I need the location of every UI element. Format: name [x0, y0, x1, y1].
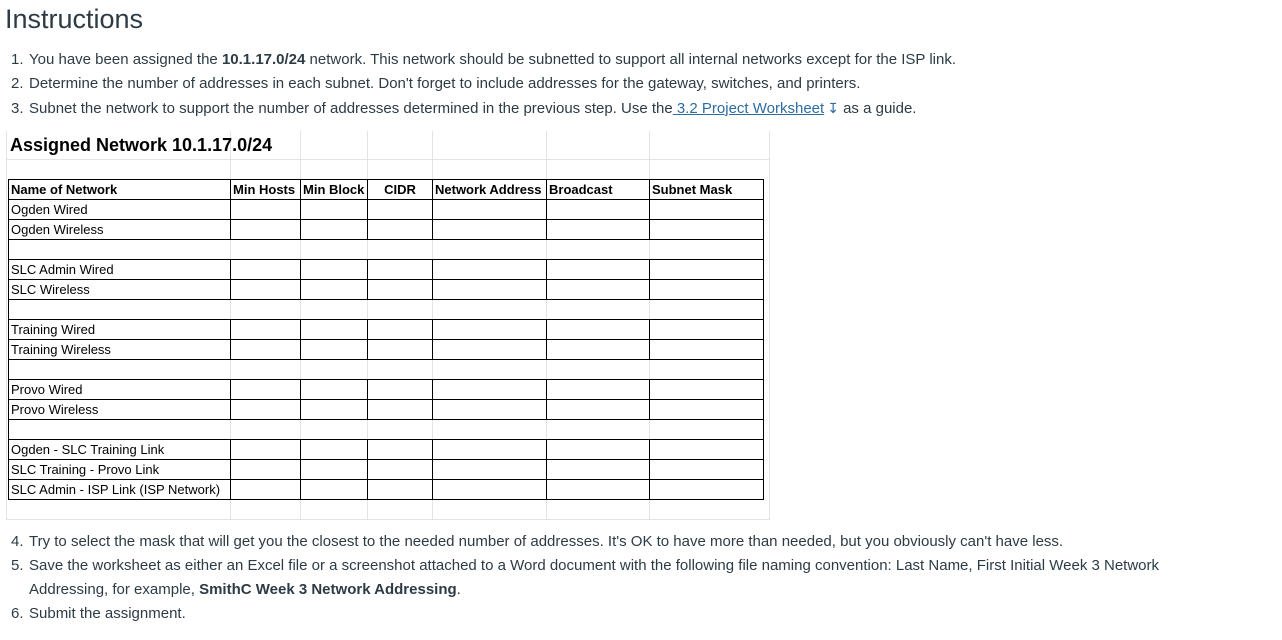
- value-cell: [368, 400, 433, 420]
- value-cell: [433, 200, 547, 220]
- network-name-cell: SLC Admin - ISP Link (ISP Network): [9, 480, 231, 500]
- network-name-cell: Training Wireless: [9, 340, 231, 360]
- col-cidr: CIDR: [368, 180, 433, 200]
- table-row: [9, 440, 764, 460]
- value-cell: [368, 440, 433, 460]
- step-5: 5. Save the worksheet as either an Excel file or a screenshot attached to a Word document with the following file naming convention: Last Name, First Initial Week 3 Network Addressing, for example, SmithC Week 3 Network Addressing.: [11, 557, 1160, 598]
- value-cell: [301, 380, 368, 400]
- grid-line: [6, 519, 770, 520]
- table-row: [9, 320, 764, 340]
- value-cell: [433, 280, 547, 300]
- value-cell: [650, 320, 764, 340]
- step-1: 1. You have been assigned the 10.1.17.0/24 network. This network should be subnetted to support all internal networks except for the ISP link.: [11, 51, 957, 68]
- value-cell: [547, 200, 650, 220]
- value-cell: [650, 280, 764, 300]
- value-cell: [650, 340, 764, 360]
- value-cell: [433, 260, 547, 280]
- step-4: 4. Try to select the mask that will get you the closest to the needed number of addresses. It's OK to have more than needed, but you obviously can't have less.: [11, 533, 1064, 550]
- value-cell: [231, 460, 301, 480]
- blank-row: [9, 420, 764, 440]
- value-cell: [231, 380, 301, 400]
- instruction-list-top: [11, 48, 1271, 121]
- value-cell: [547, 280, 650, 300]
- value-cell: [231, 280, 301, 300]
- value-cell: [433, 320, 547, 340]
- value-cell: [231, 220, 301, 240]
- value-cell: [650, 440, 764, 460]
- value-cell: [301, 400, 368, 420]
- value-cell: [433, 460, 547, 480]
- table-row: [9, 480, 764, 500]
- value-cell: [368, 220, 433, 240]
- value-cell: [650, 460, 764, 480]
- value-cell: [650, 200, 764, 220]
- filename-example: SmithC Week 3 Network Addressing: [199, 581, 457, 598]
- value-cell: [301, 220, 368, 240]
- network-name-cell: Ogden Wired: [9, 200, 231, 220]
- value-cell: [547, 380, 650, 400]
- value-cell: [231, 340, 301, 360]
- value-cell: [301, 280, 368, 300]
- value-cell: [231, 440, 301, 460]
- grid-line: [6, 131, 7, 519]
- instruction-list-bottom: [11, 530, 1261, 626]
- value-cell: [301, 260, 368, 280]
- value-cell: [650, 480, 764, 500]
- grid-line: [6, 159, 770, 160]
- value-cell: [433, 440, 547, 460]
- value-cell: [547, 260, 650, 280]
- value-cell: [301, 320, 368, 340]
- worksheet-image: [6, 131, 770, 519]
- value-cell: [547, 320, 650, 340]
- network-table: [8, 179, 764, 500]
- table-row: [9, 200, 764, 220]
- value-cell: [368, 260, 433, 280]
- value-cell: [433, 220, 547, 240]
- value-cell: [650, 220, 764, 240]
- value-cell: [433, 340, 547, 360]
- col-min-block: Min Block: [301, 180, 368, 200]
- value-cell: [368, 480, 433, 500]
- col-min-hosts: Min Hosts: [231, 180, 301, 200]
- step-2: 2. Determine the number of addresses in each subnet. Don't forget to include addresses for the gateway, switches, and printers.: [11, 75, 861, 92]
- value-cell: [301, 340, 368, 360]
- table-row: [9, 400, 764, 420]
- network-name-cell: Provo Wireless: [9, 400, 231, 420]
- col-subnet-mask: Subnet Mask: [650, 180, 764, 200]
- download-icon[interactable]: ↧: [827, 100, 839, 116]
- value-cell: [368, 320, 433, 340]
- value-cell: [433, 380, 547, 400]
- value-cell: [547, 460, 650, 480]
- network-name-cell: [9, 300, 764, 320]
- sheet-title: Assigned Network 10.1.17.0/24: [10, 135, 273, 155]
- col-network-address: Network Address: [433, 180, 547, 200]
- page-title: Instructions: [5, 4, 144, 34]
- col-broadcast: Broadcast: [547, 180, 650, 200]
- grid-line: [769, 131, 770, 519]
- table-header-row: [9, 180, 764, 200]
- network-name-cell: [9, 420, 764, 440]
- table-row: [9, 340, 764, 360]
- network-name-cell: Ogden - SLC Training Link: [9, 440, 231, 460]
- value-cell: [650, 260, 764, 280]
- network-name-cell: [9, 240, 764, 260]
- table-row: [9, 280, 764, 300]
- value-cell: [547, 220, 650, 240]
- value-cell: [650, 380, 764, 400]
- value-cell: [547, 480, 650, 500]
- network-bold: 10.1.17.0/24: [221, 51, 306, 68]
- network-name-cell: Provo Wired: [9, 380, 231, 400]
- value-cell: [368, 460, 433, 480]
- col-name: Name of Network: [9, 180, 231, 200]
- value-cell: [231, 480, 301, 500]
- blank-row: [9, 240, 764, 260]
- blank-row: [9, 360, 764, 380]
- value-cell: [231, 400, 301, 420]
- value-cell: [368, 340, 433, 360]
- blank-row: [9, 300, 764, 320]
- value-cell: [547, 400, 650, 420]
- table-row: [9, 460, 764, 480]
- value-cell: [301, 480, 368, 500]
- value-cell: [368, 200, 433, 220]
- step-6: 6. Submit the assignment.: [11, 605, 186, 622]
- value-cell: [231, 200, 301, 220]
- value-cell: [301, 440, 368, 460]
- worksheet-link[interactable]: 3.2 Project Worksheet: [672, 100, 825, 117]
- value-cell: [301, 460, 368, 480]
- value-cell: [231, 260, 301, 280]
- table-row: [9, 380, 764, 400]
- value-cell: [231, 320, 301, 340]
- network-name-cell: Ogden Wireless: [9, 220, 231, 240]
- value-cell: [547, 340, 650, 360]
- value-cell: [368, 280, 433, 300]
- network-name-cell: [9, 360, 764, 380]
- value-cell: [433, 400, 547, 420]
- table-row: [9, 220, 764, 240]
- network-name-cell: Training Wired: [9, 320, 231, 340]
- value-cell: [301, 200, 368, 220]
- step-3: 3. Subnet the network to support the number of addresses determined in the previous step. Use the 3.2 Project Worksheet ↧ as a guide.: [11, 96, 1271, 121]
- network-name-cell: SLC Wireless: [9, 280, 231, 300]
- table-row: [9, 260, 764, 280]
- network-name-cell: SLC Admin Wired: [9, 260, 231, 280]
- value-cell: [368, 380, 433, 400]
- network-name-cell: SLC Training - Provo Link: [9, 460, 231, 480]
- value-cell: [433, 480, 547, 500]
- value-cell: [650, 400, 764, 420]
- value-cell: [547, 440, 650, 460]
